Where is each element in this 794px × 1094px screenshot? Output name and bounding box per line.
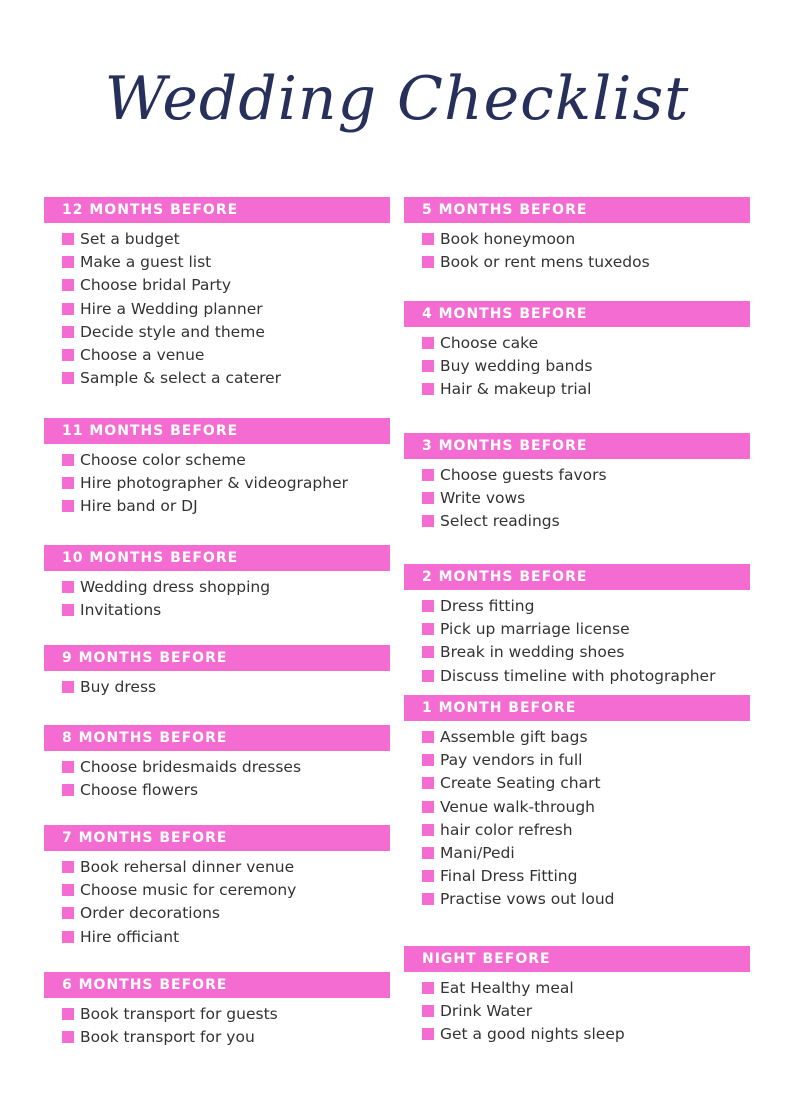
checkbox-icon[interactable] <box>62 861 74 873</box>
checklist-item-label: Venue walk-through <box>440 797 595 816</box>
checklist-item <box>422 641 750 664</box>
checklist-item-label: Pay vendors in full <box>440 751 583 770</box>
checklist-item <box>422 355 750 378</box>
checklist-item-label: Wedding dress shopping <box>80 578 271 596</box>
section-heading: 9 MONTHS BEFORE <box>44 645 390 671</box>
checklist-items <box>404 590 750 688</box>
checklist-item <box>62 228 390 251</box>
checklist-section <box>44 825 390 949</box>
checklist-item <box>62 1026 390 1049</box>
checkbox-icon[interactable] <box>422 492 434 504</box>
checklist-item-label: Book or rent mens tuxedos <box>440 253 650 272</box>
section-heading: 10 MONTHS BEFORE <box>44 545 390 571</box>
checklist-items <box>404 327 750 402</box>
checklist-item <box>422 888 750 911</box>
checklist-section <box>44 197 390 390</box>
checklist-item-label: Discuss timeline with photographer <box>440 666 716 685</box>
checklist-item <box>62 756 390 779</box>
checklist-item-label: Choose flowers <box>80 781 199 800</box>
checklist-item <box>422 665 750 688</box>
checklist-items <box>404 721 750 912</box>
section-heading: 7 MONTHS BEFORE <box>44 825 390 851</box>
checkbox-icon[interactable] <box>422 337 434 349</box>
checklist-items <box>44 851 390 949</box>
checklist-item-label: Break in wedding shoes <box>440 643 625 662</box>
checklist-item-label: Hair & makeup trial <box>440 380 592 399</box>
checklist-item <box>422 332 750 355</box>
checklist-item-label: Hire officiant <box>80 927 180 946</box>
checklist-item-label: Dress fitting <box>440 597 535 615</box>
checklist-item-label: Choose color scheme <box>80 451 246 469</box>
checkbox-icon[interactable] <box>422 1028 434 1040</box>
checkbox-icon[interactable] <box>62 581 74 593</box>
checkbox-icon[interactable] <box>422 754 434 766</box>
checklist-item <box>62 449 390 472</box>
checkbox-icon[interactable] <box>62 454 74 466</box>
checkbox-icon[interactable] <box>62 681 74 693</box>
checklist-item <box>62 1003 390 1026</box>
checkbox-icon[interactable] <box>62 279 74 291</box>
checkbox-icon[interactable] <box>422 731 434 743</box>
checklist-item <box>422 510 750 533</box>
checklist-item <box>62 576 390 599</box>
checkbox-icon[interactable] <box>62 884 74 896</box>
checklist-item-label: Hire photographer & videographer <box>80 474 349 493</box>
checklist-items <box>404 459 750 534</box>
checkbox-icon[interactable] <box>422 801 434 813</box>
checkbox-icon[interactable] <box>62 303 74 315</box>
checklist-item-label: Book honeymoon <box>440 230 576 248</box>
checklist-item-label: Order decorations <box>80 904 220 923</box>
checkbox-icon[interactable] <box>62 256 74 268</box>
checklist-item <box>422 464 750 487</box>
checklist-item <box>422 595 750 618</box>
checklist-item-label: Set a budget <box>80 230 180 248</box>
checklist-item <box>62 926 390 949</box>
checklist-item <box>62 495 390 518</box>
checklist-item-label: Write vows <box>440 489 526 508</box>
section-heading: 12 MONTHS BEFORE <box>44 197 390 223</box>
checklist-section <box>44 645 390 699</box>
checkbox-icon[interactable] <box>422 982 434 994</box>
checklist-section <box>44 545 390 622</box>
checkbox-icon[interactable] <box>422 893 434 905</box>
checklist-item <box>62 599 390 622</box>
checkbox-icon[interactable] <box>62 500 74 512</box>
checklist-item-label: Assemble gift bags <box>440 728 588 746</box>
checklist-item-label: Book rehersal dinner venue <box>80 858 295 876</box>
checklist-item-label: Decide style and theme <box>80 322 265 341</box>
checkbox-icon[interactable] <box>422 623 434 635</box>
section-heading: 3 MONTHS BEFORE <box>404 433 750 459</box>
checklist-item-label: Book transport for guests <box>80 1005 278 1023</box>
checklist-section <box>44 418 390 519</box>
checkbox-icon[interactable] <box>422 847 434 859</box>
section-heading: 4 MONTHS BEFORE <box>404 301 750 327</box>
checklist-items <box>44 444 390 519</box>
checkbox-icon[interactable] <box>62 477 74 489</box>
checklist-item <box>422 726 750 749</box>
checklist-section <box>404 946 750 1047</box>
checkbox-icon[interactable] <box>422 870 434 882</box>
checklist-item-label: Book transport for you <box>80 1028 255 1047</box>
checklist-item-label: Sample & select a caterer <box>80 369 282 388</box>
checkbox-icon[interactable] <box>62 372 74 384</box>
checklist-item <box>422 772 750 795</box>
section-heading: 8 MONTHS BEFORE <box>44 725 390 751</box>
checklist-item <box>62 274 390 297</box>
checkbox-icon[interactable] <box>422 233 434 245</box>
checklist-items <box>404 223 750 274</box>
checklist-item-label: hair color refresh <box>440 820 573 839</box>
checklist-item <box>62 367 390 390</box>
checklist-items <box>44 223 390 390</box>
checkbox-icon[interactable] <box>422 360 434 372</box>
checklist-item-label: Choose bridesmaids dresses <box>80 758 302 776</box>
checklist-item-label: Create Seating chart <box>440 774 601 793</box>
checklist-item-label: Buy wedding bands <box>440 357 593 376</box>
checklist-item-label: Choose music for ceremony <box>80 881 297 900</box>
page-title: Wedding Checklist <box>104 64 690 134</box>
checklist-item <box>422 819 750 842</box>
checklist-item-label: Choose guests favors <box>440 466 607 484</box>
checkbox-icon[interactable] <box>422 824 434 836</box>
checkbox-icon[interactable] <box>422 777 434 789</box>
checkbox-icon[interactable] <box>422 1005 434 1017</box>
checklist-section <box>404 695 750 912</box>
checklist-item-label: Make a guest list <box>80 253 212 272</box>
checkbox-icon[interactable] <box>422 515 434 527</box>
checklist-item <box>422 228 750 251</box>
checklist-item <box>62 879 390 902</box>
checklist-item-label: Drink Water <box>440 1002 533 1021</box>
checkbox-icon[interactable] <box>62 1031 74 1043</box>
checklist-item <box>422 865 750 888</box>
checkbox-icon[interactable] <box>62 784 74 796</box>
checklist-item-label: Choose bridal Party <box>80 276 232 295</box>
checklist-item <box>62 472 390 495</box>
checklist-item <box>62 856 390 879</box>
checklist-item <box>422 487 750 510</box>
section-heading: 1 MONTH BEFORE <box>404 695 750 721</box>
section-heading: 11 MONTHS BEFORE <box>44 418 390 444</box>
checkbox-icon[interactable] <box>62 233 74 245</box>
checklist-section <box>404 564 750 688</box>
checklist-item-label: Choose cake <box>440 334 539 352</box>
checklist-item <box>62 251 390 274</box>
checklist-section <box>404 301 750 402</box>
checklist-item-label: Final Dress Fitting <box>440 867 578 886</box>
checklist-items <box>44 751 390 802</box>
checkbox-icon[interactable] <box>62 349 74 361</box>
checklist-section <box>44 725 390 802</box>
checkbox-icon[interactable] <box>62 907 74 919</box>
checkbox-icon[interactable] <box>422 600 434 612</box>
section-heading: NIGHT BEFORE <box>404 946 750 972</box>
checklist-item <box>422 1023 750 1046</box>
checklist-item-label: Practise vows out loud <box>440 890 615 909</box>
checklist-section <box>404 433 750 534</box>
checklist-item <box>62 321 390 344</box>
checklist-item-label: Select readings <box>440 512 560 531</box>
section-heading: 6 MONTHS BEFORE <box>44 972 390 998</box>
checklist-item-label: Mani/Pedi <box>440 843 515 862</box>
checklist-item <box>422 796 750 819</box>
checklist-item-label: Pick up marriage license <box>440 620 630 639</box>
checklist-section <box>44 972 390 1049</box>
checklist-item <box>62 779 390 802</box>
checkbox-icon[interactable] <box>62 326 74 338</box>
checklist-items <box>44 998 390 1049</box>
checkbox-icon[interactable] <box>422 256 434 268</box>
checklist-item <box>422 378 750 401</box>
checklist-item <box>62 902 390 925</box>
checklist-item <box>62 344 390 367</box>
checkbox-icon[interactable] <box>62 1008 74 1020</box>
checklist-item <box>422 749 750 772</box>
checklist-item-label: Hire a Wedding planner <box>80 299 263 318</box>
checklist-item <box>62 676 390 699</box>
checklist-item-label: Get a good nights sleep <box>440 1025 625 1044</box>
checkbox-icon[interactable] <box>422 670 434 682</box>
checkbox-icon[interactable] <box>62 761 74 773</box>
section-heading: 2 MONTHS BEFORE <box>404 564 750 590</box>
checklist-item-label: Choose a venue <box>80 345 205 364</box>
section-heading: 5 MONTHS BEFORE <box>404 197 750 223</box>
checklist-item <box>62 298 390 321</box>
checklist-item-label: Buy dress <box>80 678 157 696</box>
checklist-items <box>44 671 390 699</box>
checklist-item-label: Eat Healthy meal <box>440 979 574 997</box>
checklist-item <box>422 251 750 274</box>
checkbox-icon[interactable] <box>62 604 74 616</box>
checklist-item <box>422 977 750 1000</box>
checklist-item-label: Hire band or DJ <box>80 497 198 516</box>
checklist-item <box>422 1000 750 1023</box>
checklist-items <box>404 972 750 1047</box>
checkbox-icon[interactable] <box>422 383 434 395</box>
checklist-item-label: Invitations <box>80 601 162 620</box>
checkbox-icon[interactable] <box>422 646 434 658</box>
checklist-section <box>404 197 750 274</box>
checklist-items <box>44 571 390 622</box>
checkbox-icon[interactable] <box>422 469 434 481</box>
checkbox-icon[interactable] <box>62 931 74 943</box>
checklist-item <box>422 842 750 865</box>
checklist-item <box>422 618 750 641</box>
